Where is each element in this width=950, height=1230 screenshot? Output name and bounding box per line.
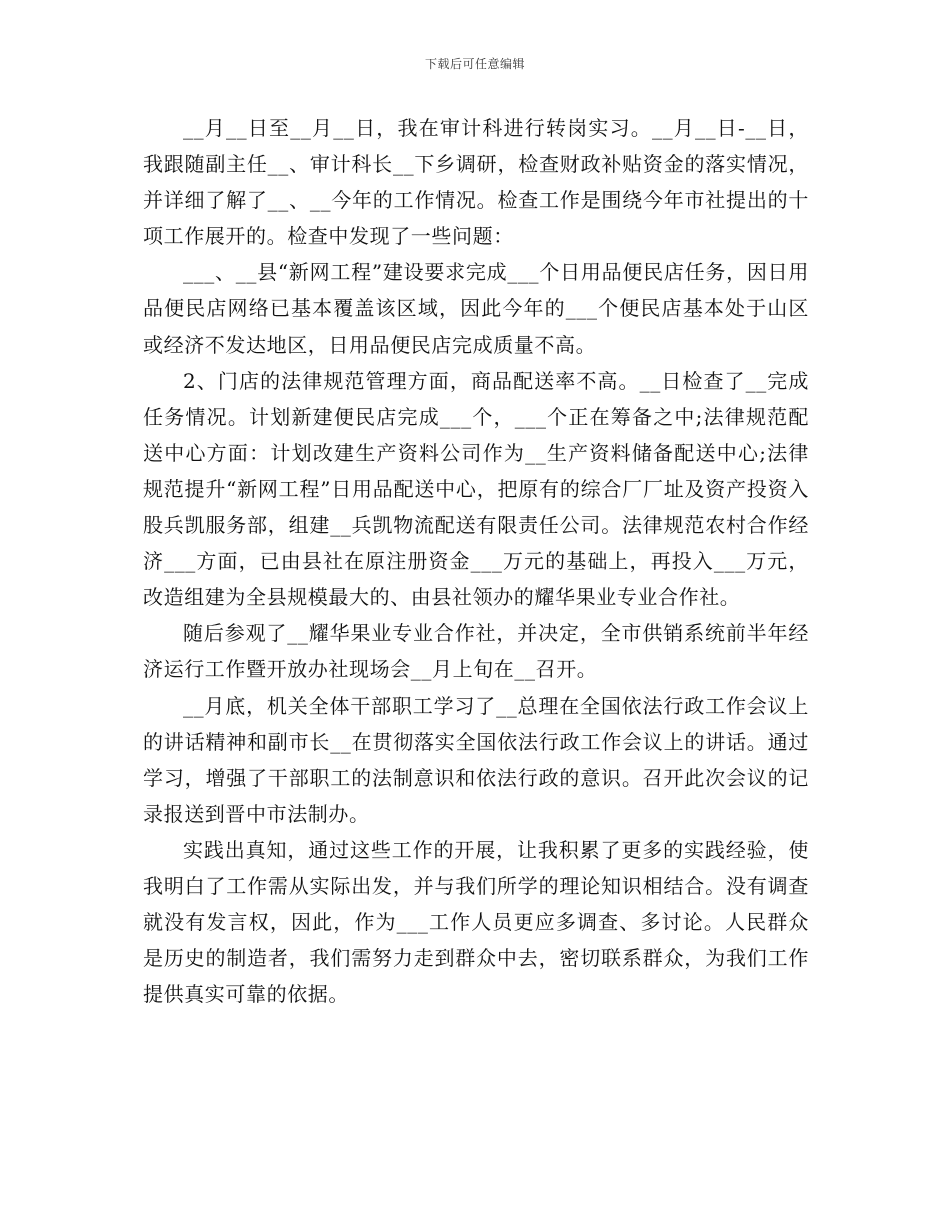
page-header-note: 下载后可任意编辑 (424, 57, 525, 71)
paragraph-cooperative-visit: 随后参观了__耀华果业专业合作社，并决定，全市供销系统前半年经济运行工作暨开放办社现场会__月上旬在__召开。 (143, 621, 809, 682)
paragraph-new-network-project: ___、__县“新网工程”建设要求完成___个日用品便民店任务，因日用品便民店网络已基本覆盖该区域，因此今年的___个便民店基本处于山区或经济不发达地区，日用品便民店完成质量不高。 (143, 260, 809, 357)
paragraph-practice-conclusion: 实践出真知，通过这些工作的开展，让我积累了更多的实践经验，使我明白了工作需从实际出发，并与我们所学的理论知识相结合。没有调查就没有发言权，因此，作为___工作人员更应多调查、多讨论。人民群众是历史的制造者，我们需努力走到群众中去，密切联系群众，为我们工作提供真实可靠的依据。 (143, 837, 809, 1007)
paragraph-transfer-internship: __月__日至__月__日，我在审计科进行转岗实习。__月__日-__日，我跟随副主任__、审计科长__下乡调研，检查财政补贴资金的落实情况，并详细了解了__、__今年的工作情况。检查工作是围绕今年市社提出的十项工作展开的。检查中发现了一些问题： (143, 116, 809, 249)
paragraph-store-legal-management: 2、门店的法律规范管理方面，商品配送率不高。__日检查了__完成任务情况。计划新建便民店完成___个，___个正在筹备之中;法律规范配送中心方面：计划改建生产资料公司作为__生产资料储备配送中心;法律规范提升“新网工程”日用品配送中心，把原有的综合厂厂址及资产投资入股兵凯服务部，组建__兵凯物流配送有限责任公司。法律规范农村合作经济___方面，已由县社在原注册资金___万元的基础上，再投入___万元，改造组建为全县规模最大的、由县社领办的耀华果业专业合作社。 (143, 368, 809, 610)
paragraph-law-study: __月底，机关全体干部职工学习了__总理在全国依法行政工作会议上的讲话精神和副市长__在贯彻落实全国依法行政工作会议上的讲话。通过学习，增强了干部职工的法制意识和依法行政的意识。召开此次会议的记录报送到晋中市法制办。 (143, 693, 809, 826)
document-body (143, 110, 809, 1012)
